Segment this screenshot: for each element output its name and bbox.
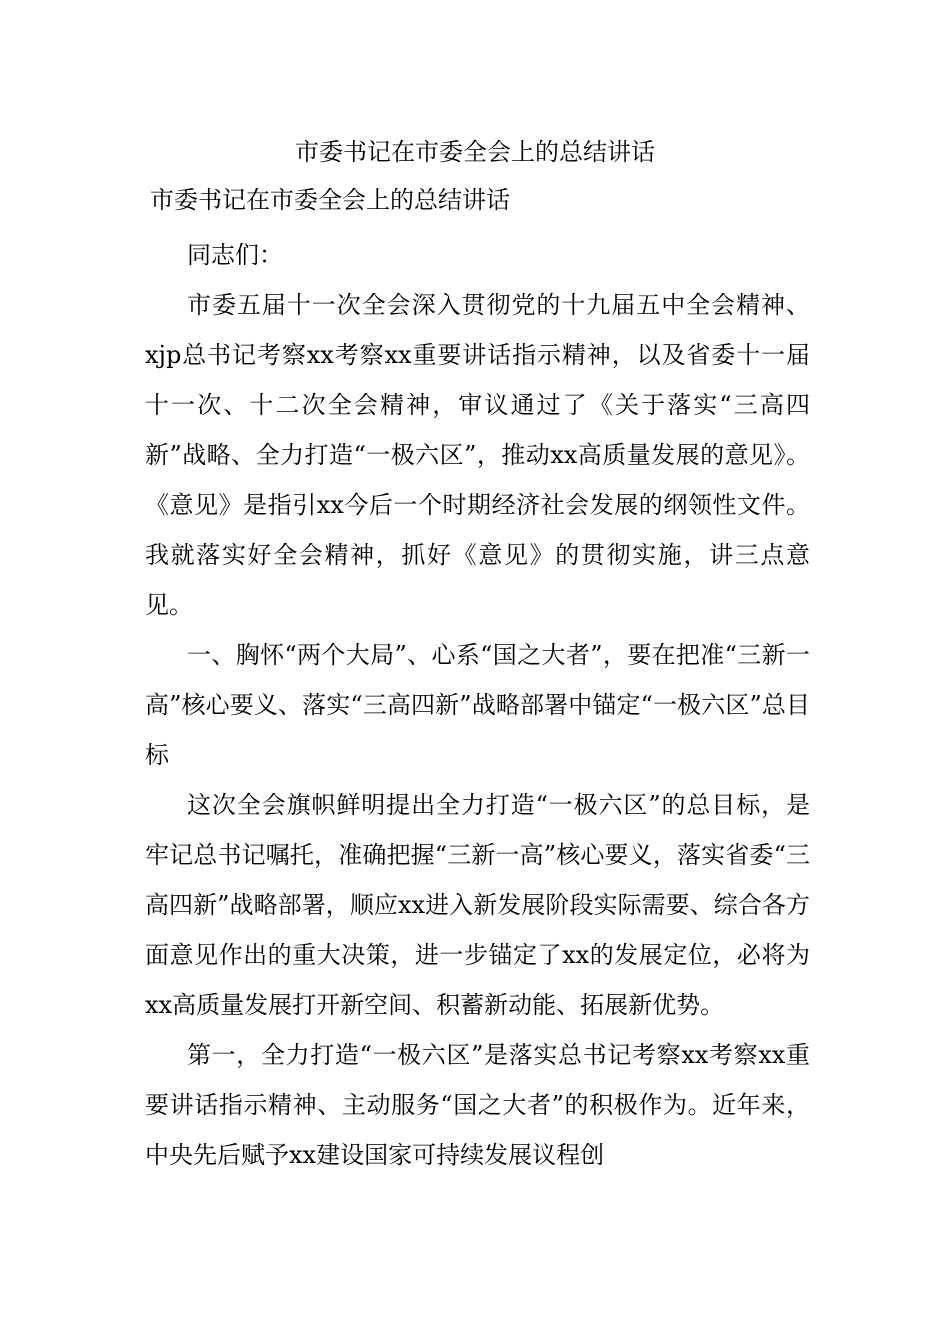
document-body xyxy=(145,230,810,1180)
paragraph-first-point: 第一，全力打造“一极六区”是落实总书记考察xx考察xx重要讲话指示精神、主动服务“国之大者”的积极作为。近年来，中央先后赋予xx建设国家可持续发展议程创 xyxy=(145,1041,810,1169)
document-title: 市委书记在市委全会上的总结讲话 xyxy=(295,138,655,166)
greeting: 同志们： xyxy=(187,241,283,269)
paragraph-intro: 市委五届十一次全会深入贯彻党的十九届五中全会精神、xjp总书记考察xx考察xx重要讲话指示精神，以及省委十一届十一次、十二次全会精神，审议通过了《关于落实“三高四新”战略、全力打造“一极六区”，推动xx高质量发展的意见》。《意见》是指引xx今后一个时期经济社会发展的纲领性文件。我就落实好全会精神，抓好《意见》的贯彻实施，讲三点意见。 xyxy=(145,291,810,619)
document-subtitle: 市委书记在市委全会上的总结讲话 xyxy=(150,186,510,214)
paragraph-section-1: 这次全会旗帜鲜明提出全力打造“一极六区”的总目标，是牢记总书记嘱托，准确把握“三新一高”核心要义，落实省委“三高四新”战略部署，顺应xx进入新发展阶段实际需要、综合各方面意见作出的重大决策，进一步锚定了xx的发展定位，必将为xx高质量发展打开新空间、积蓄新动能、拓展新优势。 xyxy=(145,791,810,1019)
section-heading-1: 一、胸怀“两个大局”、心系“国之大者”，要在把准“三新一高”核心要义、落实“三高四新”战略部署中锚定“一极六区”总目标 xyxy=(145,641,810,769)
